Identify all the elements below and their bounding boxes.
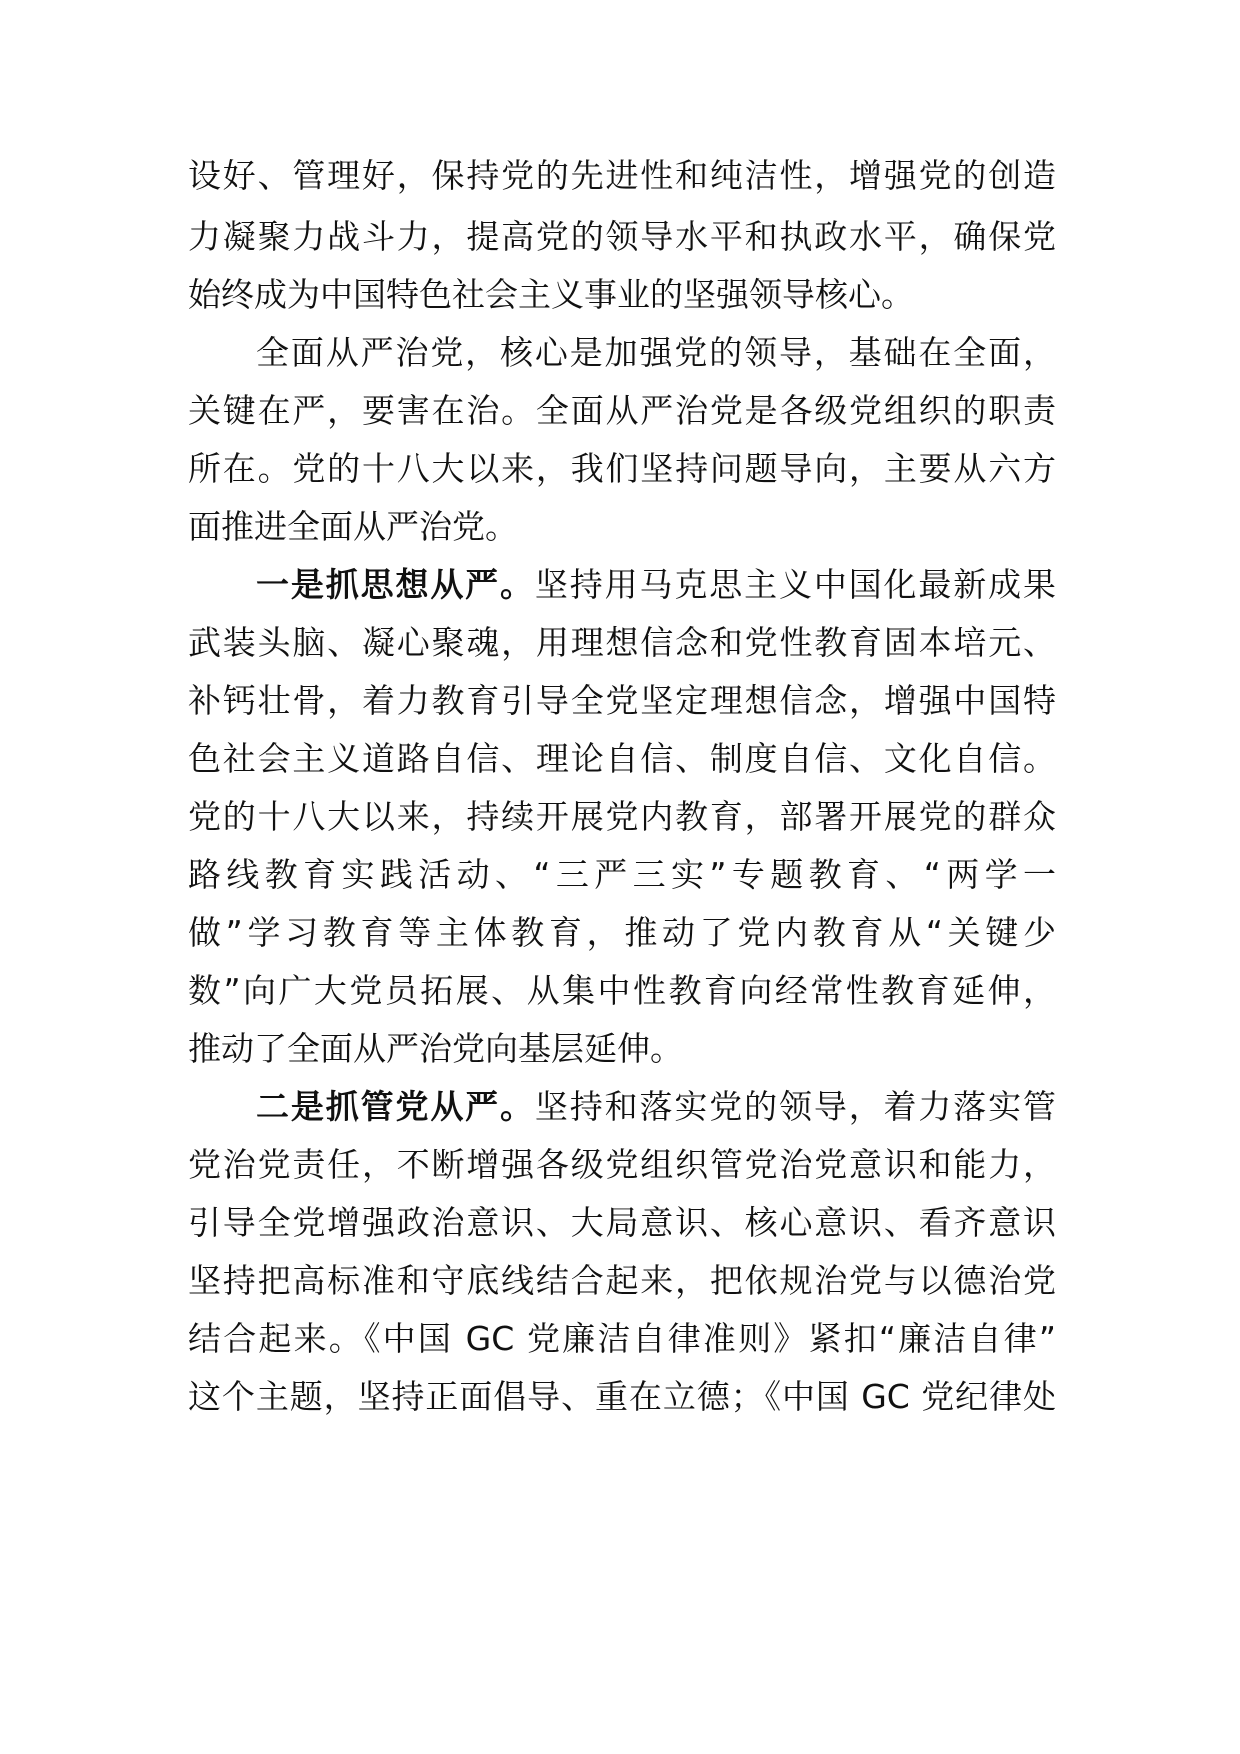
text-line [188, 1306, 1056, 1372]
line-text: 做”学习教育等主体教育，推动了党内教育从“关键少 [188, 913, 1056, 952]
text-line [188, 958, 1056, 1024]
line-text: 关键在严，要害在治。全面从严治党是各级党组织的职责 [188, 391, 1056, 430]
line-text: 路线教育实践活动、“三严三实”专题教育、“两学一 [188, 855, 1056, 894]
text-line [188, 1364, 1056, 1430]
line-text: 色社会主义道路自信、理论自信、制度自信、文化自信。 [188, 739, 1056, 778]
line-text: 始终成为中国特色社会主义事业的坚强领导核心。 [188, 275, 914, 314]
text-line [188, 784, 1056, 850]
line-text: 武装头脑、凝心聚魂，用理想信念和党性教育固本培元、 [188, 623, 1056, 662]
text-line [188, 436, 1056, 502]
section-heading: 一是抓思想从严。 [256, 565, 535, 604]
section-heading: 二是抓管党从严。 [256, 1087, 535, 1126]
line-text: 数”向广大党员拓展、从集中性教育向经常性教育延伸， [188, 971, 1056, 1010]
text-line [188, 726, 1056, 792]
text-line [188, 143, 1056, 209]
text-line [188, 204, 1056, 270]
line-text: 坚持和落实党的领导，着力落实管 [534, 1087, 1056, 1126]
text-line [188, 494, 1056, 560]
text-line [188, 1016, 1056, 1082]
line-text: 力凝聚力战斗力，提高党的领导水平和执政水平，确保党 [188, 217, 1056, 256]
line-text: 补钙壮骨，着力教育引导全党坚定理想信念，增强中国特 [188, 681, 1056, 720]
line-text: 结合起来。《中国 GC 党廉洁自律准则》紧扣“廉洁自律” [188, 1319, 1056, 1358]
paragraph-first-line [256, 1074, 1056, 1140]
text-line [188, 1248, 1056, 1314]
line-text: 设好、管理好，保持党的先进性和纯洁性，增强党的创造 [188, 156, 1056, 195]
line-text: 全面从严治党，核心是加强党的领导，基础在全面， [256, 333, 1056, 372]
line-text: 面推进全面从严治党。 [188, 507, 518, 546]
text-line [188, 1132, 1056, 1198]
text-line [188, 668, 1056, 734]
line-text: 坚持用马克思主义中国化最新成果 [534, 565, 1056, 604]
paragraph-first-line [256, 320, 1056, 386]
line-text: 党治党责任，不断增强各级党组织管党治党意识和能力， [188, 1145, 1056, 1184]
paragraph-first-line [256, 552, 1056, 618]
text-line [188, 262, 1056, 328]
line-text: 党的十八大以来，持续开展党内教育，部署开展党的群众 [188, 797, 1056, 836]
line-text: 坚持把高标准和守底线结合起来，把依规治党与以德治党 [188, 1261, 1056, 1300]
line-text: 引导全党增强政治意识、大局意识、核心意识、看齐意识 [188, 1203, 1056, 1242]
line-text: 这个主题，坚持正面倡导、重在立德；《中国 GC 党纪律处 [188, 1377, 1056, 1416]
text-line [188, 1190, 1056, 1256]
text-line [188, 378, 1056, 444]
line-text: 所在。党的十八大以来，我们坚持问题导向，主要从六方 [188, 449, 1056, 488]
line-text: 推动了全面从严治党向基层延伸。 [188, 1029, 683, 1068]
text-line [188, 842, 1056, 908]
text-line [188, 610, 1056, 676]
text-line [188, 900, 1056, 966]
